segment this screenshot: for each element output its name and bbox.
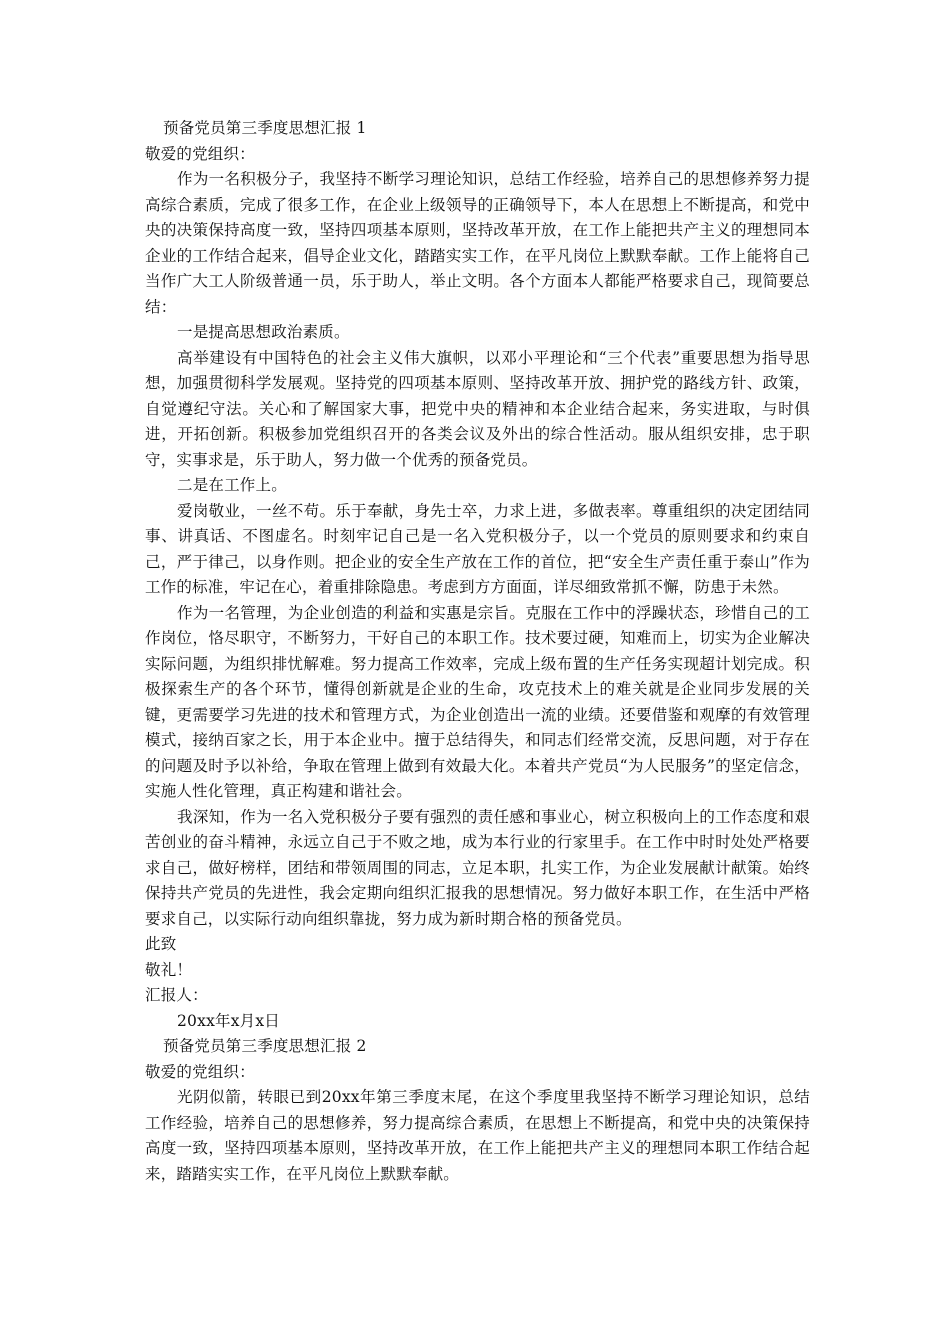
document-body [145, 116, 810, 1187]
report1-reporter: 汇报人： [145, 986, 208, 1004]
report1-paragraph: 作为一名管理，为企业创造的利益和实惠是宗旨。克服在工作中的浮躁状态，珍惜自己的工作岗位，恪尽职守，不断努力，干好自己的本职工作。技术要过硬，知难而上，切实为企业解决实际问题，为组织排忧解难。努力提高工作效率，完成上级布置的生产任务实现超计划完成。积极探索生产的各个环节，懂得创新就是企业的生命，攻克技术上的难关就是企业同步发展的关键，更需要学习先进的技术和管理方式，为企业创造出一流的业绩。还要借鉴和观摩的有效管理模式，接纳百家之长，用于本企业中。擅于总结得失，和同志们经常交流，反思问题，对于存在的问题及时予以补给，争取在管理上做到有效最大化。本着共产党员“为人民服务”的坚定信念，实施人性化管理，真正构建和谐社会。 [145, 603, 810, 800]
report1-paragraph: 我深知，作为一名入党积极分子要有强烈的责任感和事业心，树立积极向上的工作态度和艰苦创业的奋斗精神，永远立自己于不败之地，成为本行业的行家里手。在工作中时时处处严格要求自己，做好榜样，团结和带领周围的同志，立足本职，扎实工作，为企业发展献计献策。始终保持共产党员的先进性，我会定期向组织汇报我的思想情况。努力做好本职工作，在生活中严格要求自己，以实际行动向组织靠拢，努力成为新时期合格的预备党员。 [145, 807, 810, 928]
report1-date: 20xx年x月x日 [177, 1011, 280, 1030]
report1-closing: 敬礼！ [145, 960, 193, 979]
report1-closing: 此致 [145, 935, 177, 953]
report2-salutation: 敬爱的党组织： [145, 1062, 255, 1081]
report1-salutation: 敬爱的党组织： [145, 144, 255, 163]
report1-title: 预备党员第三季度思想汇报 1 [163, 119, 367, 137]
report1-paragraph: 高举建设有中国特色的社会主义伟大旗帜，以邓小平理论和“三个代表”重要思想为指导思想，加强贯彻科学发展观。坚持党的四项基本原则、坚持改革开放、拥护党的路线方针、政策，自觉遵纪守法。关心和了解国家大事，把党中央的精神和本企业结合起来，务实进取，与时俱进，开拓创新。积极参加党组织召开的各类会议及外出的综合性活动。服从组织安排，忠于职守，实事求是，乐于助人，努力做一个优秀的预备党员。 [145, 348, 810, 469]
report1-paragraph: 爱岗敬业，一丝不苟。乐于奉献，身先士卒，力求上进，多做表率。尊重组织的决定团结同事、讲真话、不图虚名。时刻牢记自己是一名入党积极分子，以一个党员的原则要求和约束自己，严于律己，以身作则。把企业的安全生产放在工作的首位，把“安全生产责任重于泰山”作为工作的标准，牢记在心，着重排除隐患。考虑到方方面面，详尽细致常抓不懈，防患于未然。 [145, 501, 810, 596]
report1-section-heading: 一是提高思想政治素质。 [177, 323, 350, 341]
report2-title: 预备党员第三季度思想汇报 2 [163, 1037, 367, 1055]
report1-paragraph: 作为一名积极分子，我坚持不断学习理论知识，总结工作经验，培养自己的思想修养努力提高综合素质，完成了很多工作，在企业上级领导的正确领导下，本人在思想上不断提高，和党中央的决策保持高度一致，坚持四项基本原则，坚持改革开放，在工作上能把共产主义的理想同本企业的工作结合起来，倡导企业文化，踏踏实实工作，在平凡岗位上默默奉献。工作上能将自己当作广大工人阶级普通一员，乐于助人，举止文明。各个方面本人都能严格要求自己，现简要总结： [145, 170, 810, 316]
report1-section-heading: 二是在工作上。 [177, 476, 287, 494]
report2-paragraph: 光阴似箭，转眼已到20xx年第三季度末尾，在这个季度里我坚持不断学习理论知识，总结工作经验，培养自己的思想修养，努力提高综合素质，在思想上不断提高，和党中央的决策保持高度一致，坚持四项基本原则，坚持改革开放，在工作上能把共产主义的理想同本职工作结合起来，踏踏实实工作，在平凡岗位上默默奉献。 [145, 1088, 810, 1183]
